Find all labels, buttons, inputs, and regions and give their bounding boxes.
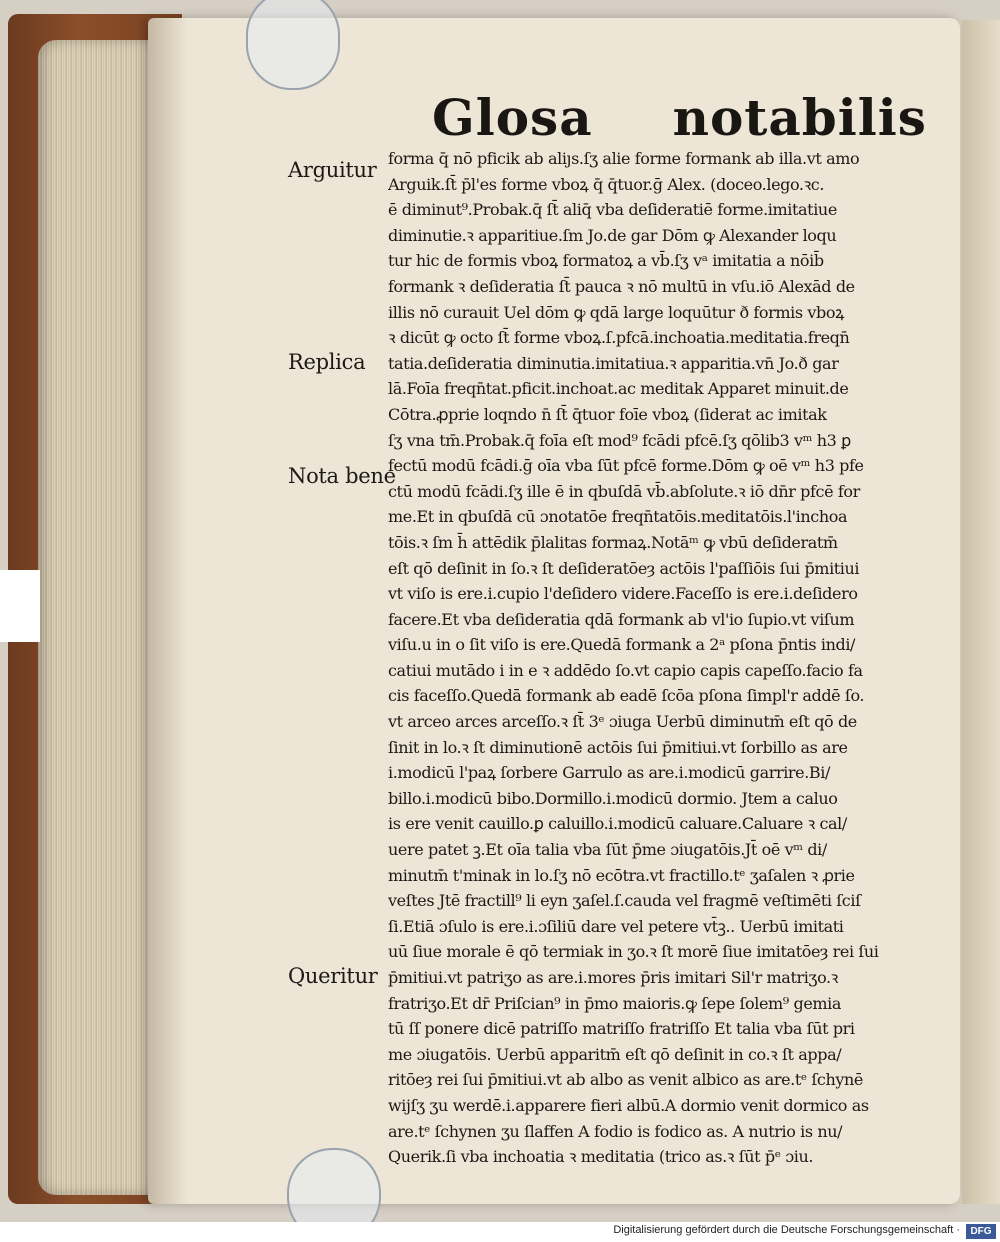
- text-line: are.tᵉ ſchynen ʒu ſlaffen A fodio is fodico as. A nutrio is nu/: [388, 1121, 843, 1141]
- text-line: uū ſiue morale ē qō termiak in ʒo.ꝛ ſt morē ſiue imitatōeȝ rei ſui: [388, 942, 879, 962]
- text-line: p̄mitiui.vt patriʒo as are.i.mores p̄ris imitari Sil'r matriʒo.ꝛ: [388, 968, 838, 987]
- text-line: wijſʒ ʒu werdē.i.apparere fieri albū.A dormio venit dormico as: [388, 1095, 869, 1115]
- text-line: Cōtra.ꝓprie loqndo n̄ ſt̄ q̄tuor foīe vboꝝ (ſiderat ac imitak: [388, 404, 827, 424]
- text-line: Arguik.ſt̄ p̄l'es forme vboꝝ q̄ q̄tuor.ḡ Alex. (doceo.lego.ꝛc.: [388, 174, 825, 194]
- heading-word-2: notabilis: [672, 88, 927, 147]
- text-line: fratriʒo.Et dr̄ Priſcian⁹ in p̄mo maioris.ꝙ ſepe ſolem⁹ gemia: [388, 993, 842, 1013]
- running-heading: [432, 88, 927, 147]
- text-line: formank ꝛ deſideratia ſt̄ pauca ꝛ nō multū in vſu.iō Alexād de: [388, 276, 855, 296]
- text-line: me.Et in qbuſdā cū ɔnotatōe freqn̄tatōis.meditatōis.l'inchoa: [388, 507, 848, 527]
- text-line: minutm̄ t'minak in lo.ſʒ nō ecōtra.vt fractillo.tᵉ ʒaſalen ꝛ ꝓrie: [388, 865, 855, 885]
- text-line: i.modicū l'paꝝ ſorbere Garrulo as are.i.modicū garrire.Bi/: [388, 763, 830, 783]
- text-line: billo.i.modicū bibo.Dormillo.i.modicū dormio. Jtem a caluo: [388, 788, 838, 808]
- text-line: ꝛ dicūt ꝙ octo ſt̄ forme vboꝝ.ſ.pfcā.inchoatia.meditatia.freqn̄: [388, 328, 850, 348]
- text-line: tōis.ꝛ ſm h̄ attēdik p̄lalitas formaꝝ.Notāᵐ ꝙ vbū deſideratm̄: [388, 532, 838, 552]
- margin-note-queritur: Queritur: [288, 964, 378, 988]
- text-line: illis nō curauit Uel dōm ꝙ qdā large loquūtur ð formis vboꝝ: [388, 302, 844, 322]
- text-line: me ɔiugatōis. Uerbū apparitm̄ eſt qō deſinit in co.ꝛ ſt appa/: [388, 1044, 842, 1064]
- main-text-block: [388, 146, 908, 1170]
- margin-note-arguitur: Arguitur: [288, 158, 377, 182]
- text-line: catiui mutādo i in e ꝛ addēdo ſo.vt capio capis capeſſo.facio fa: [388, 660, 863, 680]
- text-line: vt arceo arces arceſſo.ꝛ ſt̄ 3ᵉ ɔiuga Uerbū diminutm̄ eſt qō de: [388, 712, 857, 732]
- text-line: ſinit in lo.ꝛ ſt diminutionē actōis ſui p̄mitiui.vt ſorbillo as are: [388, 737, 848, 757]
- text-line: eſt qō deſinit in ſo.ꝛ ſt deſideratōeȝ actōis l'paſſiōis ſui p̄mitiui: [388, 558, 860, 578]
- heading-word-1: Glosa: [432, 88, 593, 147]
- text-line: facere.Et vba deſideratia qdā formank ab vl'io ſupio.vt viſum: [388, 609, 855, 629]
- text-line: tū ſſ ponere dicē patriſſo matriſſo fratriſſo Et talia vba ſūt pri: [388, 1019, 855, 1039]
- text-line: tur hic de formis vboꝝ formatoꝝ a vb̄.ſʒ vᵃ imitatia a nōib̄: [388, 251, 824, 271]
- dfg-logo-icon: DFG: [966, 1224, 996, 1239]
- text-line: fectū modū fcādi.ḡ oīa vba ſūt pfcē forme.Dōm ꝙ oē vᵐ h3 pfe: [388, 456, 864, 476]
- text-line: diminutie.ꝛ apparitiue.ſm Jo.de gar Dōm ꝙ Alexander loqu: [388, 225, 837, 245]
- text-line: ctū modū fcādi.ſʒ ille ē in qbuſdā vb̄.abſolute.ꝛ iō dn̄r pfcē for: [388, 481, 860, 501]
- page-notch: [0, 570, 40, 642]
- margin-note-nota-bene: Nota bene: [288, 464, 396, 488]
- text-line: vt viſo is ere.i.cupio l'deſidero videre.Faceſſo is ere.i.deſidero: [388, 584, 858, 604]
- facing-page-edge: [962, 20, 1000, 1204]
- text-line: cis faceſſo.Quedā formank ab eadē ſcōa pſona ſimpl'r addē ſo.: [388, 686, 865, 706]
- text-line: veſtes Jtē fractill⁹ li eyn ʒaſel.ſ.cauda vel fragmē veſtimēti ſciſ: [388, 891, 861, 911]
- text-line: ſi.Etiā ɔſulo is ere.i.ɔſiliū dare vel petere vt̄ꝫ.. Uerbū imitati: [388, 916, 844, 936]
- text-line: ē diminut⁹.Probak.q̄ ſt̄ aliq̄ vba deſideratiē forme.imitatiue: [388, 200, 837, 220]
- page-gutter-shadow: [148, 18, 188, 1204]
- top-clip-icon: [246, 0, 340, 90]
- text-line: lā.Foīa freqn̄tat.pficit.inchoat.ac meditak Apparet minuit.de: [388, 379, 849, 399]
- text-line: tatia.deſideratia diminutia.imitatiua.ꝛ apparitia.vn̄ Jo.ð gar: [388, 353, 839, 373]
- funding-credit: Digitalisierung gefördert durch die Deutsche Forschungsgemeinschaft ·: [613, 1224, 960, 1236]
- text-line: ſʒ vna tm̄.Probak.q̄ foīa eſt mod⁹ fcādi pfcē.ſʒ qōlib3 vᵐ h3 ꝑ: [388, 430, 851, 450]
- text-line: forma q̄ nō pficik ab aliȷs.ſʒ alie forme formank ab illa.vt amo: [388, 149, 860, 168]
- text-line: uere patet ꝫ.Et oīa talia vba ſūt p̄me ɔiugatōis.Jt̄ oē vᵐ di/: [388, 840, 827, 860]
- text-line: ritōeȝ rei ſui p̄mitiui.vt ab albo as venit albico as are.tᵉ ſchynē: [388, 1070, 863, 1090]
- margin-note-replica: Replica: [288, 350, 366, 374]
- text-line: viſu.u in o ſit viſo is ere.Quedā formank a 2ᵃ pſona p̄ntis indi/: [388, 635, 856, 655]
- footer-bar: [0, 1222, 1000, 1242]
- text-line: Querik.ſi vba inchoatia ꝛ meditatia (trico as.ꝛ ſūt p̄ᵉ ɔiu.: [388, 1147, 814, 1167]
- text-line: is ere venit cauillo.ꝑ caluillo.i.modicū caluare.Caluare ꝛ cal/: [388, 814, 847, 834]
